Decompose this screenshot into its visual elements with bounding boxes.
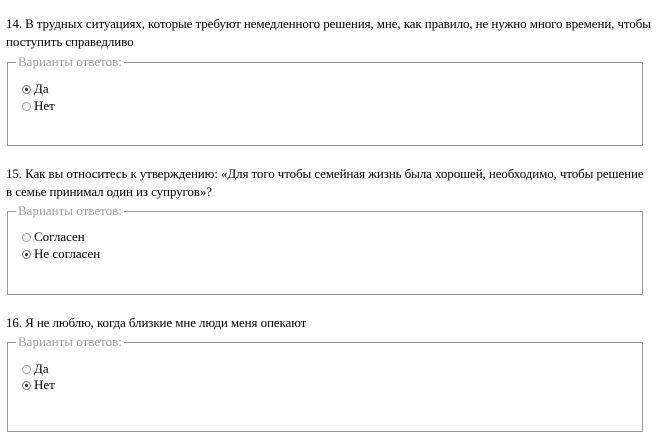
radio-checked-icon[interactable] xyxy=(22,381,31,390)
answers-legend: Варианты ответов: xyxy=(18,203,122,218)
question-16-text: 16. Я не люблю, когда близкие мне люди меня опекают xyxy=(6,315,307,330)
option-label[interactable]: Согласен xyxy=(34,229,85,244)
question-14-text: 14. В трудных ситуациях, которые требуют немедленного решения, мне, как правило, не нужно много времени, чтобы поступить справедливо xyxy=(6,16,651,49)
option-label[interactable]: Да xyxy=(34,361,49,376)
radio-unchecked-icon[interactable] xyxy=(22,233,31,242)
question-16-option-yes[interactable] xyxy=(22,361,49,377)
question-15-option-agree[interactable] xyxy=(22,229,85,245)
question-16-answers xyxy=(7,334,643,432)
question-14-answers xyxy=(7,54,643,146)
option-label[interactable]: Нет xyxy=(34,377,55,392)
option-label[interactable]: Да xyxy=(34,81,49,96)
radio-checked-icon[interactable] xyxy=(22,250,31,259)
answers-legend: Варианты ответов: xyxy=(18,54,122,69)
question-14-option-no[interactable] xyxy=(22,98,55,114)
question-15-option-disagree[interactable] xyxy=(22,246,100,262)
radio-checked-icon[interactable] xyxy=(22,85,31,94)
radio-unchecked-icon[interactable] xyxy=(22,365,31,374)
radio-unchecked-icon[interactable] xyxy=(22,102,31,111)
question-14-option-yes[interactable] xyxy=(22,81,49,97)
question-16-option-no[interactable] xyxy=(22,377,55,393)
option-label[interactable]: Нет xyxy=(34,98,55,113)
answers-legend: Варианты ответов: xyxy=(18,334,122,349)
question-15-answers xyxy=(7,203,643,295)
option-label[interactable]: Не согласен xyxy=(34,246,101,261)
question-15-text: 15. Как вы относитесь к утверждению: «Для того чтобы семейная жизнь была хорошей, необходимо, чтобы решение в семье принимал один из супругов»? xyxy=(6,166,644,199)
